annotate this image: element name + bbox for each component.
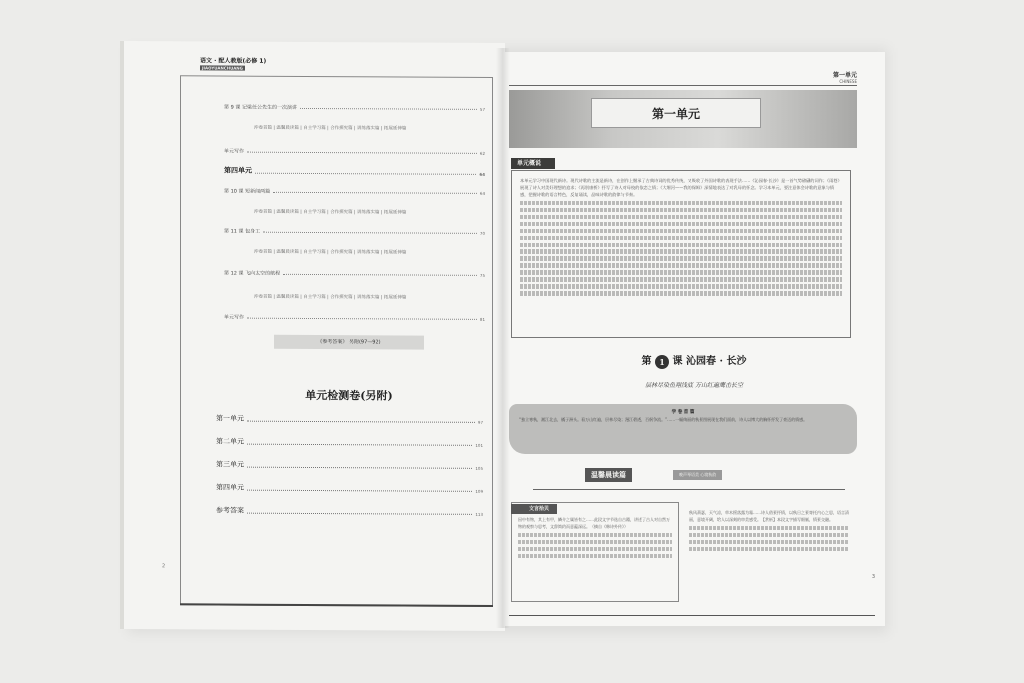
toc-subline: 沖卷首篇 | 温馨晨读篇 | 自主学习篇 | 合作探究篇 | 训练落实篇 | 拓展延伸篇	[254, 249, 407, 256]
toc-row	[224, 104, 485, 112]
lesson-suffix: 课 沁园春 · 长沙	[672, 356, 747, 367]
classical-column	[511, 502, 679, 602]
intro-caption: 学 卷 首 篇	[671, 410, 695, 415]
test-label: 参考答案	[216, 506, 244, 515]
test-row	[216, 459, 483, 470]
test-page: 97	[477, 419, 483, 425]
toc-label: 单元写作	[224, 314, 245, 321]
toc-page: 75	[479, 272, 485, 278]
unit-test-title: 单元检测卷(另附)	[305, 388, 393, 403]
lesson-number-badge: 1	[655, 355, 669, 369]
toc-page: 81	[479, 316, 485, 322]
test-row	[216, 505, 483, 516]
left-bottom-rule	[180, 603, 493, 607]
classical-text: 因中有物，其上有甲，鳞介之属皆有之……此段文字节选自古籍，讲述了古人对自然万物的观察与思考，文辞简约而意蕴深远。（摘自《韩诗外传》）	[518, 517, 670, 529]
lesson-prefix: 第	[641, 356, 652, 367]
toc-label: 单元写作	[224, 148, 245, 155]
toc-row	[224, 228, 485, 236]
toc-page: 70	[479, 230, 485, 236]
test-row	[216, 413, 483, 424]
header-rule	[509, 85, 857, 86]
test-row	[216, 482, 483, 493]
banner-title: 第一单元	[591, 98, 761, 128]
left-header-sub: JIAOYUANCHUANG	[202, 65, 243, 71]
toc-subline: 沖卷首篇 | 温馨晨读篇 | 自主学习篇 | 合作探究篇 | 训练落实篇 | 拓展延伸篇	[254, 209, 407, 216]
unit4-row	[224, 166, 485, 177]
classical-tag: 文言拾贝	[511, 504, 557, 514]
reading-rule	[533, 489, 845, 490]
right-bottom-rule	[509, 615, 875, 616]
unit-banner	[509, 90, 857, 148]
test-label: 第三单元	[216, 460, 244, 469]
reading-section-tag: 温馨晨读篇	[585, 468, 632, 482]
lesson-title	[503, 352, 885, 369]
intro-box	[509, 404, 857, 454]
test-page: 101	[475, 442, 483, 448]
right-page-header	[833, 70, 857, 84]
left-page-header	[200, 55, 266, 71]
toc-subline: 沖卷首篇 | 温馨晨读篇 | 自主学习篇 | 合作探究篇 | 训练落实篇 | 拓展延伸篇	[254, 294, 407, 301]
toc-row	[224, 270, 485, 278]
toc-label: 第 9 课 记梁任公先生的一次演讲	[224, 104, 297, 111]
toc-page: 62	[479, 150, 485, 156]
toc-label: 第 12 课 飞向太空的航程	[224, 270, 281, 277]
answer-reference-box: 《参考答案》 另附(97—92)	[274, 335, 424, 350]
overview-tag: 单元概说	[511, 158, 555, 169]
left-header-title: 语文 · 配人教版(必修 1)	[200, 57, 267, 65]
lesson-subtitle: 层林尽染鱼翔浅底 万山红遍鹰击长空	[645, 382, 743, 389]
right-column	[685, 502, 853, 602]
overview-box	[511, 170, 851, 338]
overview-text: 本单元学习中国现代新诗。现代诗歌的主流是新诗，在创作上继承了古典诗词的优秀传统，又吸收了外国诗歌的表现手法……《沁园春·长沙》是一首气势磅礴的词作；《雨巷》展现了诗人对美好理想的追求；《再别康桥》抒写了诗人对母校的依恋之情；《大堰河——我的保姆》深情地表达了对乳母的怀念。学习本单元，要注意体会诗歌的意象与情感，把握诗歌的语言特色，反复诵读，品味诗歌的韵律与节奏。	[520, 178, 842, 197]
test-label: 第一单元	[216, 414, 244, 423]
unit4-page: 64	[479, 171, 485, 177]
unit4-title: 第四单元	[224, 166, 252, 175]
toc-label: 第 10 课 短新闻两篇	[224, 188, 271, 195]
toc-row	[224, 148, 485, 156]
intro-text: “独立寒秋，湘江北去，橘子洲头。看万山红遍，层林尽染；漫江碧透，百舸争流。”……一幅绚丽的秋景图展现在我们面前，诗人以博大的胸怀抒发了豪迈的情感。	[519, 417, 808, 422]
reading-section-subtag: 晚声琴语美 心境秋韵	[673, 470, 722, 480]
test-row	[216, 436, 483, 447]
test-page: 109	[475, 488, 483, 494]
toc-label: 第 11 课 包身工	[224, 228, 261, 235]
toc-row	[224, 188, 485, 196]
right-page-number: 3	[871, 574, 875, 580]
book-gutter	[496, 48, 510, 628]
right-page	[503, 52, 885, 626]
right-header-title: 第一单元	[832, 72, 857, 79]
left-page-number: 2	[162, 563, 166, 570]
toc-row	[224, 314, 485, 322]
test-label: 第二单元	[216, 437, 244, 446]
test-label: 第四单元	[216, 483, 244, 492]
right-column-text: 秋风萧瑟，天气凉，草木摇落露为霜……诗人借景抒情，以秋日之景寄托内心之思，语言清丽，意境开阔，给人以深刻的审美感受。【赏析】本段文字描写细腻，情景交融。	[689, 510, 849, 522]
test-page: 105	[475, 465, 483, 471]
toc-subline: 沖卷首篇 | 温馨晨读篇 | 自主学习篇 | 合作探究篇 | 训练落实篇 | 拓展延伸篇	[254, 125, 407, 132]
toc-page: 64	[479, 190, 485, 196]
right-header-sub: CHINESE	[839, 79, 857, 84]
toc-page: 57	[479, 106, 485, 112]
test-page: 113	[475, 511, 483, 517]
left-page	[120, 41, 505, 631]
